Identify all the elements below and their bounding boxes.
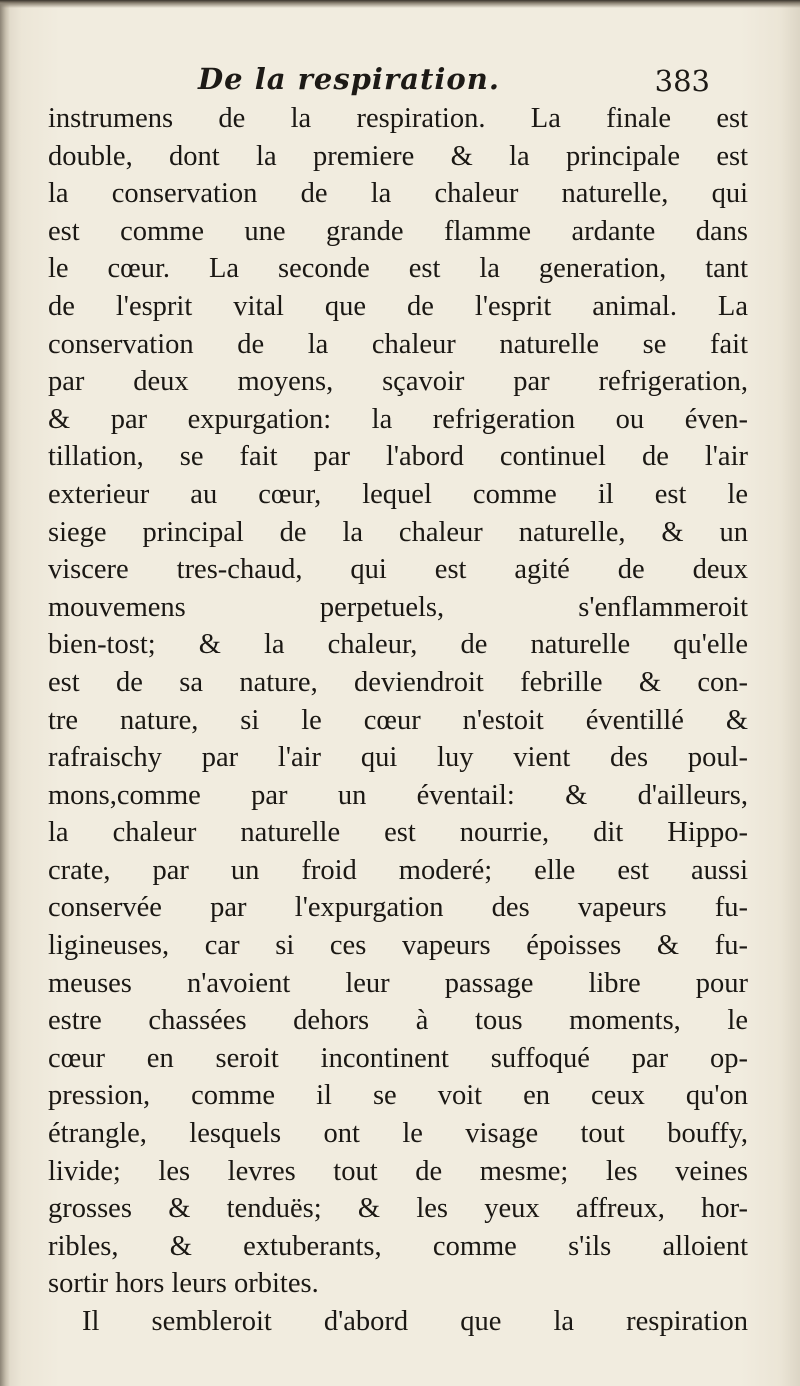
text-line: & par expurgation: la refrigeration ou éven- bbox=[48, 403, 748, 435]
text-line: tre nature, si le cœur n'estoit éventillé & bbox=[48, 704, 748, 736]
text-line: le cœur. La seconde est la generation, tant bbox=[48, 253, 748, 285]
text-line: conservation de la chaleur naturelle se fait bbox=[48, 328, 748, 360]
text-line: par deux moyens, sçavoir par refrigeration, bbox=[48, 366, 748, 398]
text-line: instrumens de la respiration. La finale est bbox=[48, 103, 748, 134]
text-line: tillation, se fait par l'abord continuel de l'air bbox=[48, 441, 748, 473]
text-line-paragraph-start: Il sembleroit d'abord que la respiration bbox=[82, 1306, 748, 1337]
text-line: viscere tres-chaud, qui est agité de deux bbox=[48, 554, 748, 586]
text-line: ribles, & extuberants, comme s'ils alloient bbox=[48, 1230, 748, 1262]
running-title: De la respiration. bbox=[198, 62, 500, 96]
text-line: siege principal de la chaleur naturelle, & un bbox=[48, 516, 748, 548]
text-line: cœur en seroit incontinent suffoqué par op- bbox=[48, 1042, 748, 1074]
text-line: étrangle, lesquels ont le visage tout bouffy, bbox=[48, 1118, 748, 1150]
text-line: mouvemens perpetuels, s'enflammeroit bbox=[48, 591, 748, 623]
text-line: la chaleur naturelle est nourrie, dit Hippo- bbox=[48, 817, 748, 849]
text-line: exterieur au cœur, lequel comme il est le bbox=[48, 478, 748, 510]
text-line: estre chassées dehors à tous moments, le bbox=[48, 1005, 748, 1037]
text-line: meuses n'avoient leur passage libre pour bbox=[48, 967, 748, 999]
text-line: est de sa nature, deviendroit febrille & con- bbox=[48, 666, 748, 698]
text-line: rafraischy par l'air qui luy vient des poul- bbox=[48, 742, 748, 774]
text-line: la conservation de la chaleur naturelle, qui bbox=[48, 178, 748, 210]
text-line: mons,comme par un éventail: & d'ailleurs, bbox=[48, 779, 748, 811]
text-line: conservée par l'expurgation des vapeurs fu- bbox=[48, 892, 748, 924]
binding-edge-shadow bbox=[0, 0, 10, 1386]
text-line: ligineuses, car si ces vapeurs époisses & fu- bbox=[48, 930, 748, 962]
text-line: crate, par un froid moderé; elle est aussi bbox=[48, 854, 748, 886]
page-number: 383 bbox=[654, 64, 710, 98]
text-line: double, dont la premiere & la principale est bbox=[48, 140, 748, 172]
top-edge-shadow bbox=[0, 0, 800, 8]
text-line-paragraph-end: sortir hors leurs orbites. bbox=[48, 1268, 319, 1300]
text-line: est comme une grande flamme ardante dans bbox=[48, 215, 748, 247]
text-line: bien-tost; & la chaleur, de naturelle qu'elle bbox=[48, 629, 748, 661]
text-line: livide; les levres tout de mesme; les veines bbox=[48, 1155, 748, 1187]
body-text bbox=[48, 100, 748, 1341]
text-line: grosses & tenduës; & les yeux affreux, hor- bbox=[48, 1193, 748, 1225]
text-line: de l'esprit vital que de l'esprit animal. La bbox=[48, 290, 748, 322]
text-line: pression, comme il se voit en ceux qu'on bbox=[48, 1080, 748, 1112]
